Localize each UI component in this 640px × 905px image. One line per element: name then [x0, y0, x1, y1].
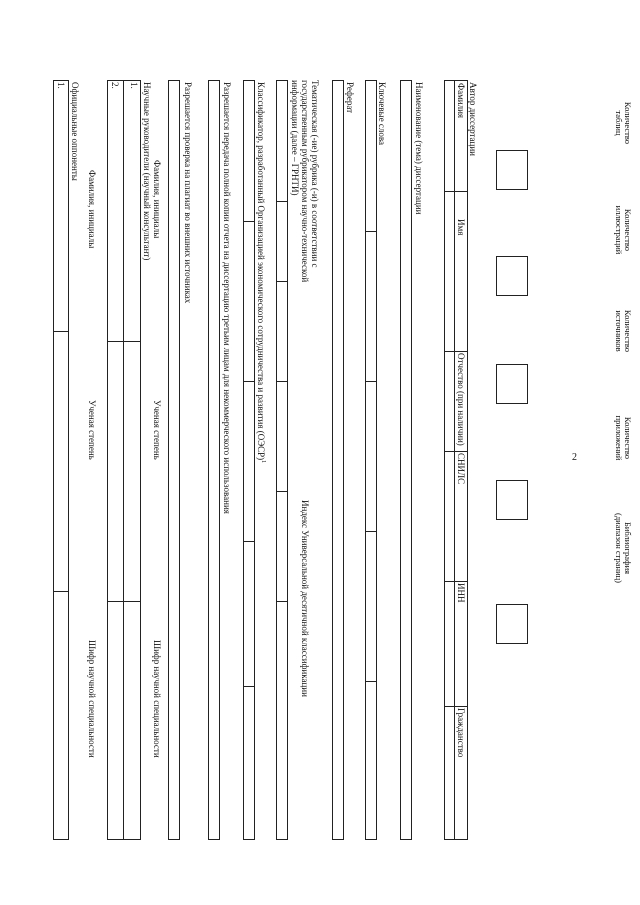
- col-surname: Фамилия: [456, 83, 466, 119]
- count-sources-label: Количество источников: [614, 309, 633, 353]
- page-number: 2: [572, 452, 577, 463]
- opponents-col-specialty: Шифр научной специальности: [87, 640, 97, 758]
- col-snils: СНИЛС: [456, 453, 466, 485]
- grnti-label: Тематическая (-ие) рубрика (-и) в соответствии с государственным рубрикатором научно-технической информации (далее – ГРНТИ): [290, 80, 320, 283]
- supervisors-table[interactable]: [107, 80, 141, 840]
- count-appendices-box[interactable]: [496, 480, 528, 520]
- title-field[interactable]: [400, 80, 412, 840]
- col-inn: ИНН: [456, 583, 466, 603]
- author-table: [444, 80, 468, 840]
- bibliography-box[interactable]: [496, 604, 528, 644]
- supervisors-col-specialty: Шифр научной специальности: [152, 640, 162, 758]
- opponents-table[interactable]: [53, 80, 69, 840]
- col-patronymic: Отчество (при наличии): [456, 353, 466, 446]
- author-heading: Автор диссертации: [468, 82, 478, 156]
- title-label: Наименование (тема) диссертации: [414, 82, 424, 215]
- supervisor-row-2: 2.: [110, 82, 120, 89]
- count-appendices-label: Количество приложений: [614, 415, 633, 461]
- opponent-row-1: 1.: [56, 82, 66, 89]
- bibliography-label: Библиография (диапазон страниц): [614, 512, 633, 583]
- abstract-label: Реферат: [345, 82, 355, 114]
- transfer-field[interactable]: [208, 80, 220, 840]
- count-tables-box[interactable]: [496, 150, 528, 190]
- col-name: Имя: [456, 219, 466, 236]
- supervisors-heading: Научные руководители (научный консультант): [142, 82, 152, 261]
- supervisors-col-name: Фамилия, инициалы: [152, 160, 162, 239]
- udc-label: Индекс Универсальной десятичной классификации: [300, 500, 310, 697]
- supervisors-col-degree: Ученая степень: [152, 400, 162, 460]
- keywords-label: Ключевые слова: [377, 82, 387, 146]
- opponents-col-name: Фамилия, инициалы: [87, 170, 97, 249]
- opponents-col-degree: Ученая степень: [87, 400, 97, 460]
- count-tables-label: Количество таблиц: [614, 101, 633, 145]
- abstract-field[interactable]: [332, 80, 344, 840]
- oecd-label: Классификатор, разработанный Организацией экономического сотрудничества и развития (ОЭСР)$^1$: [256, 82, 266, 464]
- count-sources-box[interactable]: [496, 364, 528, 404]
- supervisor-row-1: 1.: [129, 82, 139, 89]
- transfer-label: Разрешается передача полной копии отчета на диссертацию третьим лицам для некоммерческого использования: [222, 82, 232, 514]
- keywords-field[interactable]: [365, 80, 377, 840]
- plagiarism-label: Разрешается проверка на плагиат во внешних источниках: [183, 82, 193, 304]
- count-illustrations-box[interactable]: [496, 256, 528, 296]
- oecd-field[interactable]: [243, 80, 255, 840]
- count-illustrations-label: Количество иллюстраций: [614, 205, 633, 255]
- plagiarism-field[interactable]: [168, 80, 180, 840]
- oecd-footnote: 1: [260, 460, 266, 464]
- col-citizenship: Гражданство: [456, 708, 466, 758]
- opponents-heading: Официальные оппоненты: [70, 82, 80, 181]
- grnti-udc-field[interactable]: [276, 80, 288, 840]
